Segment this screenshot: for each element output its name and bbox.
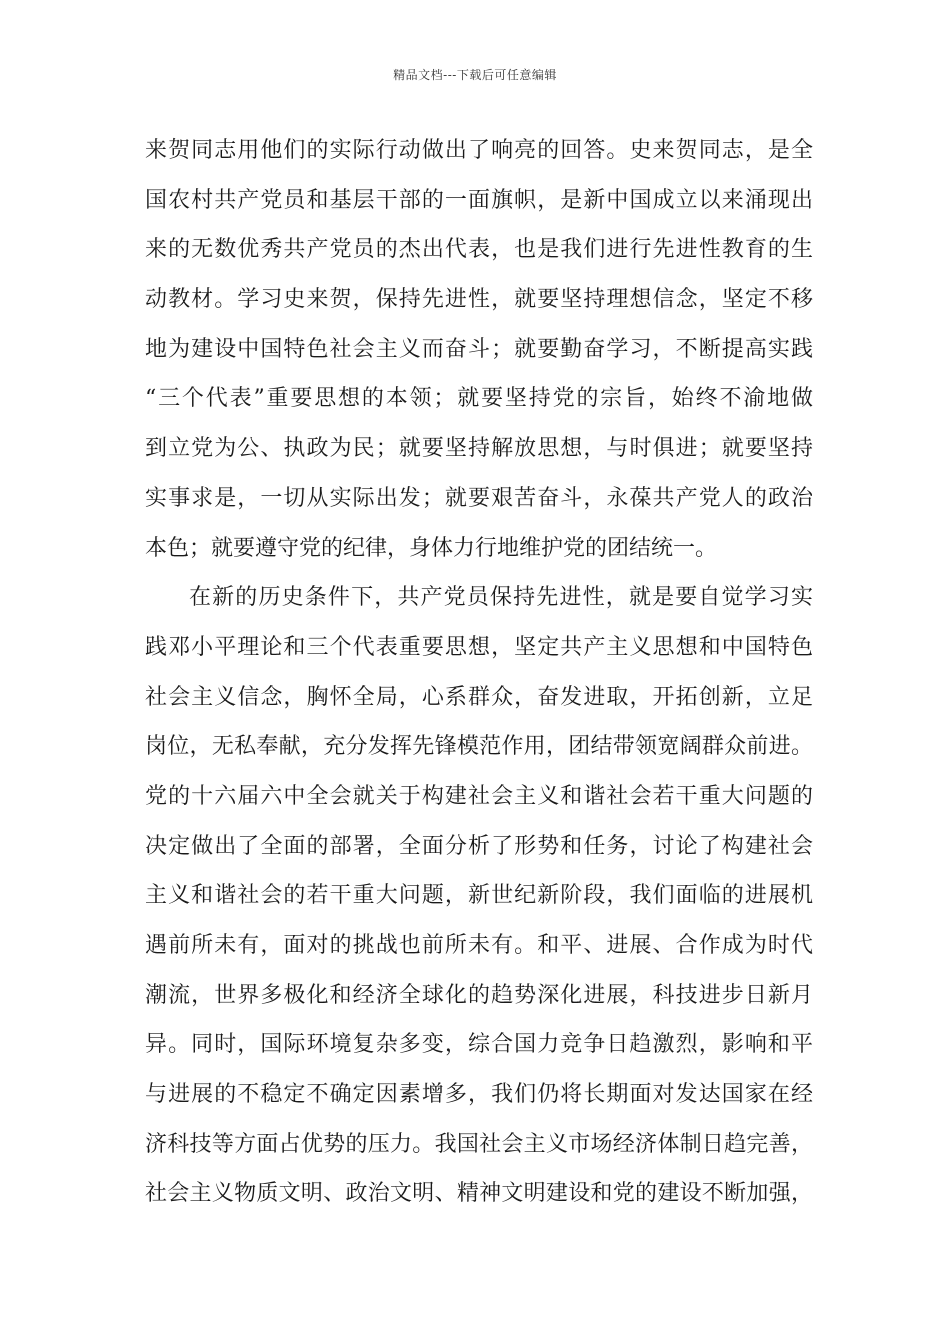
text-line: 践邓小平理论和三个代表重要思想，坚定共产主义思想和中国特色	[145, 634, 813, 660]
text-line: 岗位，无私奉献，充分发挥先锋模范作用，团结带领宽阔群众前进。	[145, 734, 813, 760]
text-line: 遇前所未有，面对的挑战也前所未有。和平、进展、合作成为时代	[145, 933, 813, 958]
text-line: 实事求是，一切从实际出发；就要艰苦奋斗，永葆共产党人的政治	[145, 485, 813, 511]
text-line: 社会主义信念，胸怀全局，心系群众，奋发进取，开拓创新，立足	[145, 684, 813, 710]
text-line: “三个代表”重要思想的本领；就要坚持党的宗旨，始终不渝地做	[145, 386, 813, 412]
document-body	[145, 126, 813, 1219]
text-line: 主义和谐社会的若干重大问题，新世纪新阶段，我们面临的进展机	[145, 883, 813, 909]
text-line: 社会主义物质文明、政治文明、精神文明建设和党的建设不断加强，	[145, 1181, 813, 1207]
text-line: 决定做出了全面的部署，全面分析了形势和任务，讨论了构建社会	[145, 833, 813, 859]
text-line: 潮流，世界多极化和经济全球化的趋势深化进展，科技进步日新月	[145, 982, 813, 1008]
text-line: 来贺同志用他们的实际行动做出了响亮的回答。史来贺同志，是全	[145, 138, 813, 163]
text-line: 济科技等方面占优势的压力。我国社会主义市场经济体制日趋完善，	[145, 1131, 813, 1157]
text-line: 到立党为公、执政为民；就要坚持解放思想，与时俱进；就要坚持	[145, 436, 813, 462]
text-line: 党的十六届六中全会就关于构建社会主义和谐社会若干重大问题的	[145, 783, 813, 809]
page-header: 精品文档---下载后可任意编辑	[393, 68, 557, 82]
text-line: 本色；就要遵守党的纪律，身体力行地维护党的团结统一。	[145, 535, 718, 561]
text-line: 地为建设中国特色社会主义而奋斗；就要勤奋学习，不断提高实践	[145, 336, 813, 362]
text-line: 动教材。学习史来贺，保持先进性，就要坚持理想信念，坚定不移	[145, 287, 813, 313]
text-line: 与进展的不稳定不确定因素增多，我们仍将长期面对发达国家在经	[145, 1082, 813, 1108]
text-line: 国农村共产党员和基层干部的一面旗帜，是新中国成立以来涌现出	[145, 187, 813, 213]
text-line: 异。同时，国际环境复杂多变，综合国力竞争日趋激烈，影响和平	[145, 1032, 813, 1058]
text-line: 来的无数优秀共产党员的杰出代表，也是我们进行先进性教育的生	[145, 237, 813, 263]
paragraph-first-line: 在新的历史条件下，共产党员保持先进性，就是要自觉学习实	[189, 585, 813, 611]
